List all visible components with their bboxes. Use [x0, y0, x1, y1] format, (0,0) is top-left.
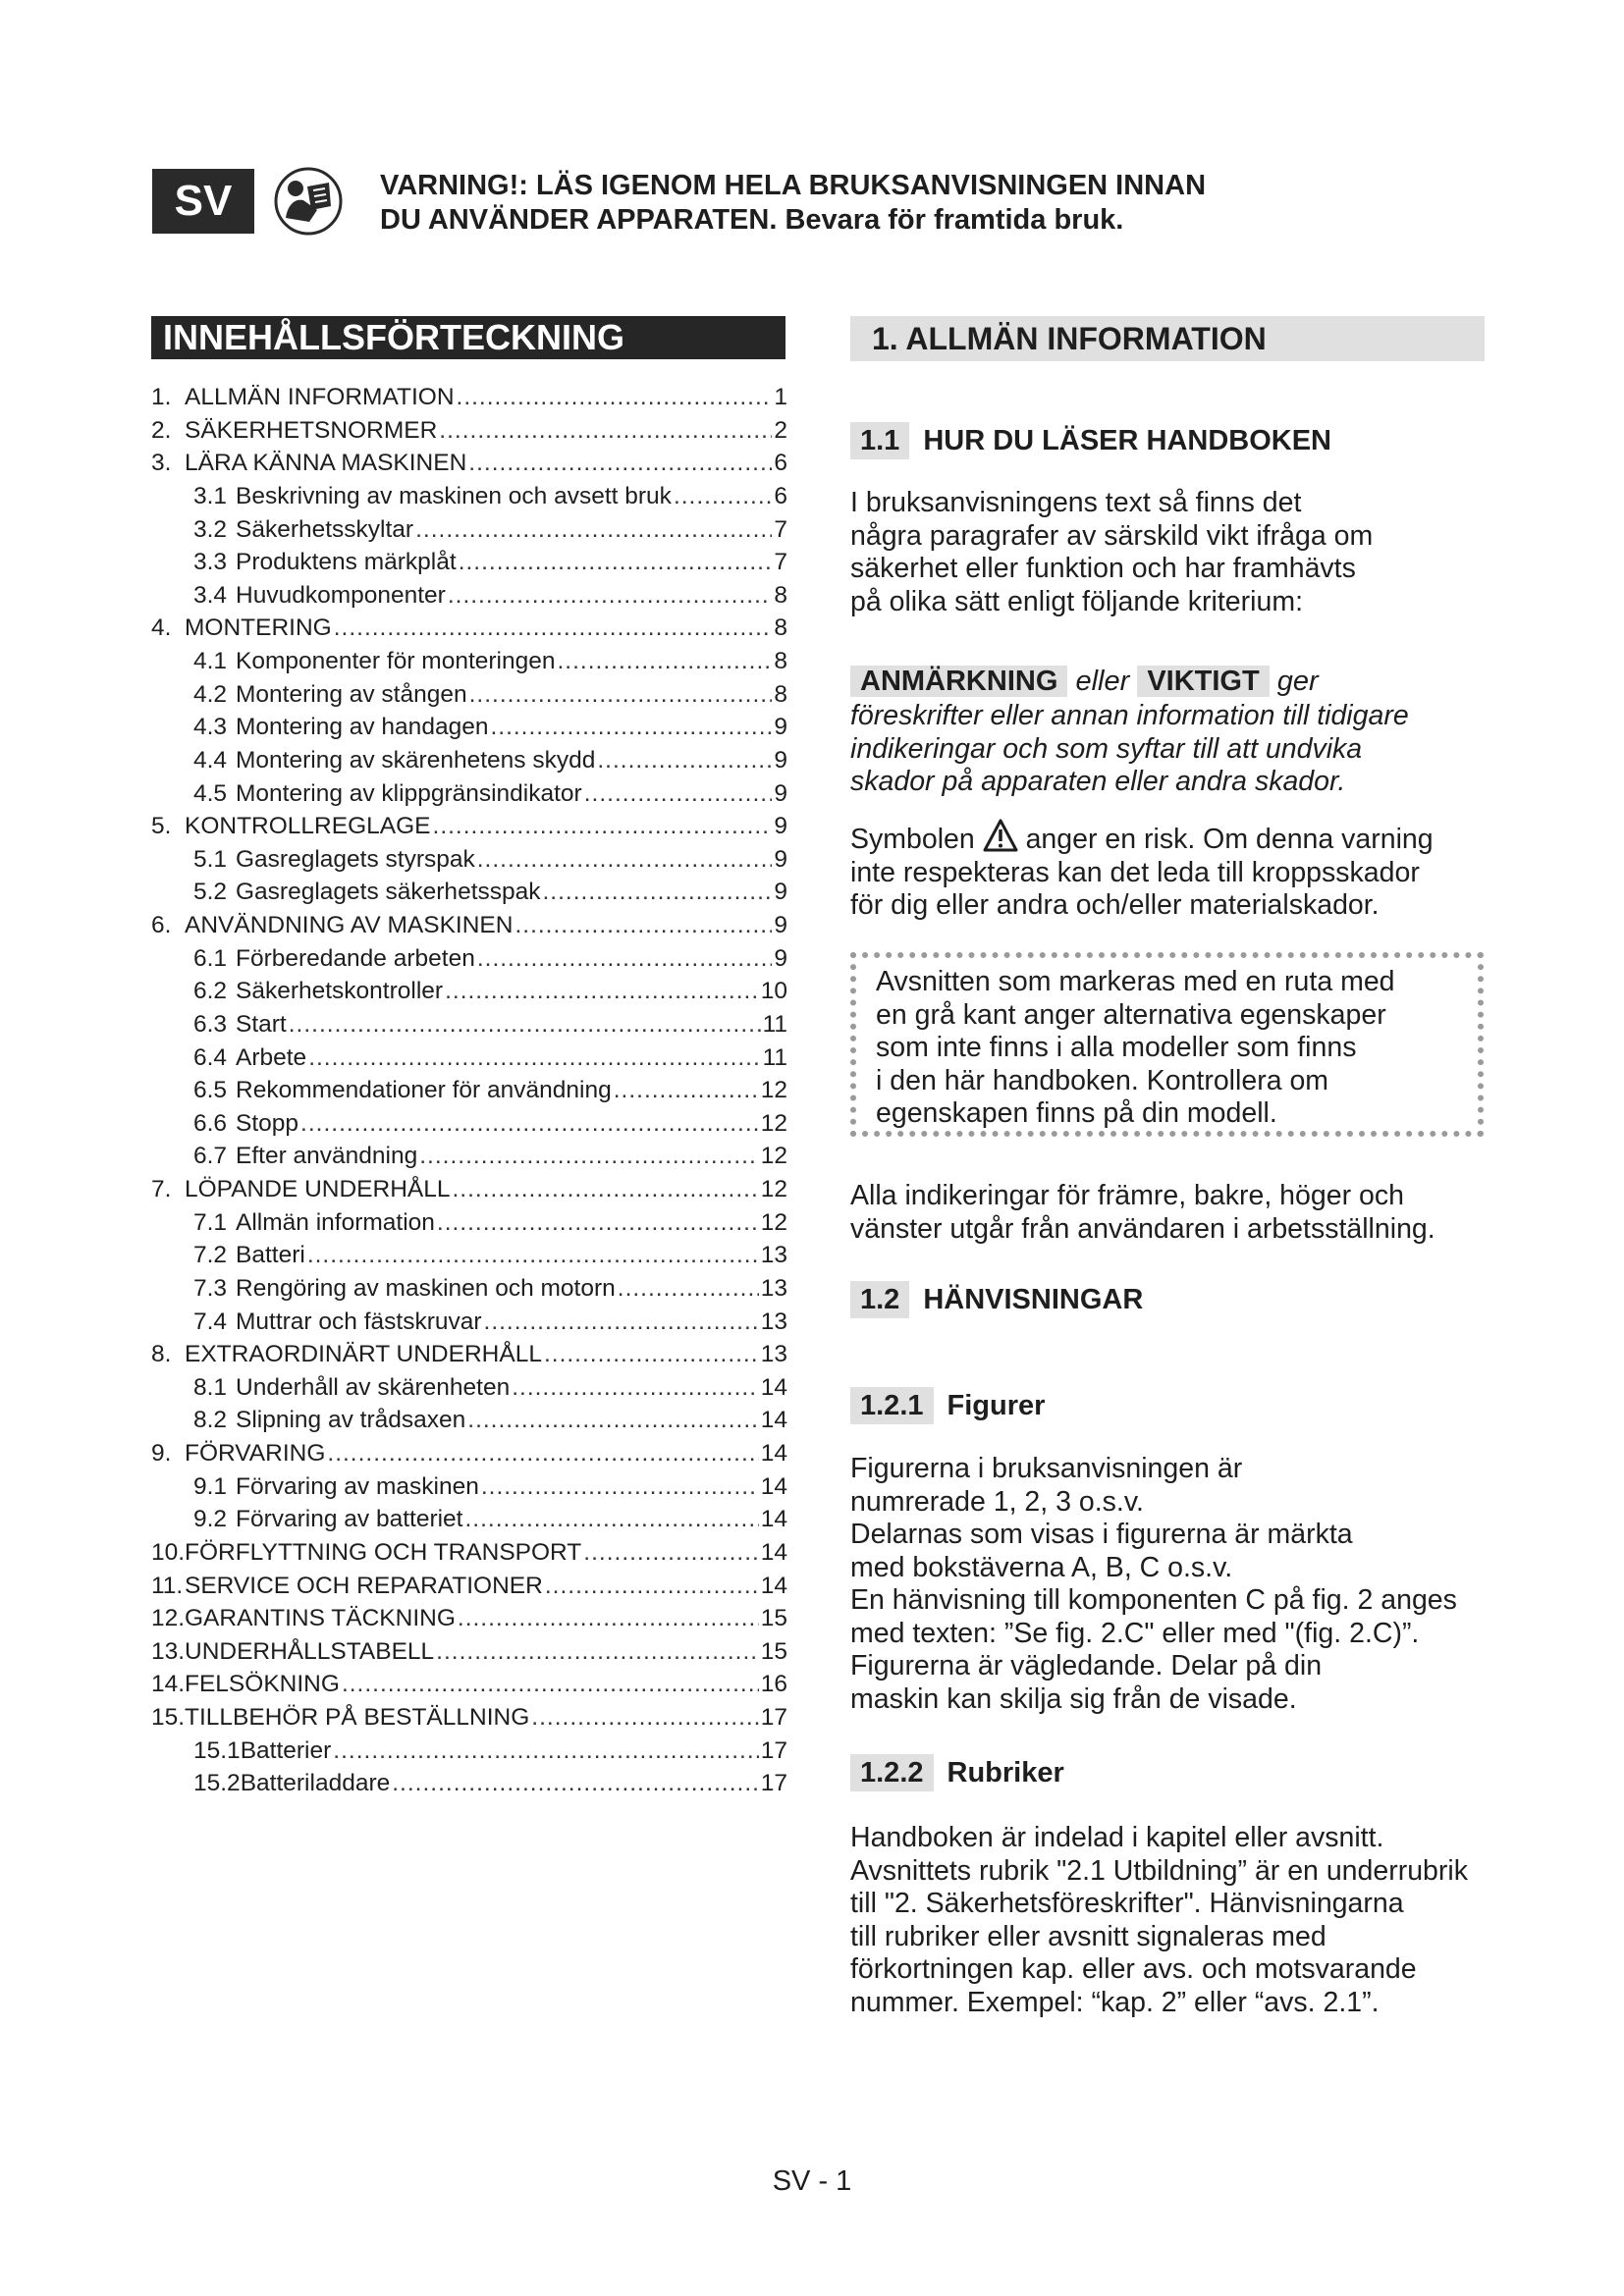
toc-entry-number: 7.2 [193, 1242, 228, 1269]
toc-entry-number: 3.2 [193, 515, 228, 543]
subsection-title: HUR DU LÄSER HANDBOKEN [923, 425, 1331, 456]
toc-entry-number: 9.2 [193, 1506, 228, 1533]
note-tag: ANMÄRKNING [850, 666, 1067, 697]
warning-line-2: DU ANVÄNDER APPARATEN. Bevara för framtida bruk. [380, 204, 1124, 236]
toc-entry-title: Start [236, 1010, 287, 1038]
subsection-title: Figurer [947, 1390, 1046, 1421]
toc-entry[interactable] [151, 1570, 787, 1603]
toc-entry-title: TILLBEHÖR PÅ BESTÄLLNING [185, 1704, 530, 1731]
toc-entry-title: LÖPANDE UNDERHÅLL [185, 1176, 451, 1202]
toc-entry-page: 12 [760, 1109, 787, 1137]
optional-features-box [850, 952, 1484, 1137]
toc-entry-number: 3.1 [193, 482, 228, 509]
toc-entry-title: UNDERHÅLLSTABELL [185, 1637, 435, 1665]
toc-entry-number: 15.2 [193, 1770, 241, 1797]
toc-entry-number: 11. [151, 1572, 184, 1599]
direction-paragraph [850, 1180, 1518, 1246]
toc-entry-number: 4.1 [193, 648, 228, 674]
toc-entry-title: Produktens märkplåt [236, 549, 457, 576]
toc-entry-number: 4.5 [193, 779, 228, 807]
toc-entry-title: Batteri [236, 1242, 305, 1269]
toc-leader-dots [469, 678, 773, 711]
toc-title: INNEHÅLLSFÖRTECKNING [151, 316, 785, 359]
toc-entry[interactable] [151, 1735, 787, 1768]
toc-entry-title: Komponenter för monteringen [236, 648, 556, 674]
text-line: Avsnitten som markeras med en ruta med [876, 966, 1395, 997]
toc-entry-number: 3.4 [193, 581, 228, 609]
toc-entry[interactable] [151, 612, 787, 645]
toc-entry-page: 7 [774, 549, 787, 576]
toc-leader-dots [342, 1668, 759, 1700]
toc-entry[interactable] [151, 744, 787, 777]
subsection-title: Rubriker [947, 1757, 1064, 1789]
toc-leader-dots [327, 1437, 758, 1469]
headings-paragraph [850, 1822, 1538, 2019]
toc-leader-dots [465, 1503, 759, 1535]
toc-entry[interactable] [151, 711, 787, 744]
reading-person-icon [274, 167, 343, 236]
toc-entry-page: 12 [760, 1143, 787, 1170]
toc-entry[interactable] [151, 1404, 787, 1437]
text-line: till "2. Säkerhetsföreskrifter". Hänvisningarna [850, 1888, 1404, 1919]
toc-entry-title: LÄRA KÄNNA MASKINEN [185, 450, 467, 477]
toc-entry[interactable] [151, 975, 787, 1008]
toc-entry-page: 8 [774, 581, 787, 609]
toc-entry[interactable] [151, 546, 787, 579]
toc-entry-page: 9 [774, 779, 787, 807]
text-line: skador på apparaten eller andra skador. [850, 766, 1346, 797]
toc-entry-number: 6. [151, 912, 172, 938]
toc-leader-dots [419, 1140, 758, 1172]
toc-entry-number: 4.3 [193, 714, 228, 741]
toc-leader-dots [512, 1371, 759, 1404]
toc-entry-title: Stopp [236, 1109, 299, 1137]
toc-entry[interactable] [151, 1239, 787, 1272]
text-line: Figurerna i bruksanvisningen är [850, 1453, 1243, 1484]
text-line: numrerade 1, 2, 3 o.s.v. [850, 1485, 1144, 1518]
toc-entry-number: 5.2 [193, 879, 228, 906]
toc-entry[interactable] [151, 1140, 787, 1173]
toc-leader-dots [618, 1272, 759, 1305]
toc-entry-number: 14. [151, 1671, 186, 1698]
warning-title [380, 169, 1362, 238]
toc-entry-number: 15. [151, 1704, 186, 1731]
intro-paragraph [850, 487, 1489, 618]
word-give: ger [1276, 666, 1319, 697]
toc-entry-number: 9.1 [193, 1472, 228, 1500]
toc-entry[interactable] [151, 579, 787, 613]
text-line: Avsnittets rubrik "2.1 Utbildning” är en underrubrik [850, 1854, 1468, 1887]
toc-entry-page: 9 [774, 813, 787, 840]
toc-leader-dots [459, 546, 773, 578]
text-line: inte respekteras kan det leda till kroppsskador [850, 856, 1420, 888]
text-line: En hänvisning till komponenten C på fig. 2 anges [850, 1584, 1457, 1616]
toc-entry-number: 6.2 [193, 978, 228, 1005]
toc-entry[interactable] [151, 1701, 787, 1735]
toc-entry-page: 9 [774, 912, 787, 938]
toc-entry-title: FELSÖKNING [185, 1671, 340, 1698]
toc-entry-page: 11 [762, 1010, 787, 1038]
text-line: nummer. Exempel: “kap. 2” eller “avs. 2.1”. [850, 1986, 1380, 2018]
text-line: förkortningen kap. eller avs. och motsvarande [850, 1953, 1417, 1985]
tag-line [850, 664, 1489, 700]
toc-entry-title: Förberedande arbeten [236, 944, 475, 972]
text-line: på olika sätt enligt följande kriterium: [850, 585, 1303, 617]
text-line: som inte finns i alla modeller som finns [876, 1032, 1357, 1063]
toc-entry-page: 9 [774, 944, 787, 972]
toc-leader-dots [545, 1570, 759, 1602]
toc-leader-dots [614, 1074, 759, 1106]
toc-entry-page: 14 [760, 1373, 787, 1401]
toc-entry-title: Montering av klippgränsindikator [236, 779, 582, 807]
toc-leader-dots [334, 612, 773, 644]
symbol-paragraph [850, 819, 1489, 923]
toc-entry-title: ANVÄNDNING AV MASKINEN [185, 912, 514, 938]
toc-entry-page: 9 [774, 746, 787, 774]
toc-leader-dots [477, 942, 773, 975]
toc-leader-dots [490, 711, 772, 743]
text-line: maskin kan skilja sig från de visade. [850, 1682, 1297, 1715]
toc-entry[interactable] [151, 1074, 787, 1107]
toc-entry-number: 8.1 [193, 1373, 228, 1401]
toc-entry-page: 13 [760, 1242, 787, 1269]
toc-entry[interactable] [151, 1371, 787, 1405]
toc-entry[interactable] [151, 810, 787, 843]
text-line: Delarnas som visas i figurerna är märkta [850, 1519, 1353, 1550]
text-line: med texten: ”Se fig. 2.C" eller med "(fig. 2.C)”. [850, 1617, 1420, 1649]
toc-entry-number: 13. [151, 1637, 186, 1665]
subsection-number: 1.2 [850, 1281, 909, 1318]
toc-entry-page: 12 [760, 1208, 787, 1236]
toc-entry-number: 6.7 [193, 1143, 228, 1170]
toc-entry[interactable] [151, 909, 787, 942]
toc-entry-title: KONTROLLREGLAGE [185, 813, 431, 840]
toc-entry-page: 11 [762, 1043, 787, 1071]
toc-entry[interactable] [151, 1668, 787, 1701]
warning-line-1: VARNING!: LÄS IGENOM HELA BRUKSANVISNINGEN INNAN [380, 170, 1207, 201]
toc-leader-dots [543, 876, 773, 908]
subsection-number: 1.2.1 [850, 1387, 934, 1424]
subsection-number: 1.1 [850, 422, 909, 459]
toc-entry-page: 9 [774, 845, 787, 873]
toc-entry[interactable] [151, 942, 787, 976]
text-line: egenskapen finns på din modell. [876, 1097, 1277, 1129]
emphasis-paragraph [850, 664, 1489, 799]
toc-entry-title: Muttrar och fästskruvar [236, 1308, 482, 1335]
toc-entry-title: Allmän information [236, 1208, 435, 1236]
toc-entry-number: 7.3 [193, 1274, 228, 1302]
toc-leader-dots [674, 480, 772, 512]
toc-entry-number: 7. [151, 1176, 172, 1202]
toc-entry-page: 17 [760, 1770, 787, 1797]
toc-entry-title: Batteriladdare [240, 1770, 391, 1797]
subsection-1-2-2-heading [850, 1754, 1064, 1791]
toc-leader-dots [484, 1306, 759, 1338]
toc-entry-page: 12 [760, 1077, 787, 1104]
toc-leader-dots [307, 1239, 759, 1271]
toc-leader-dots [445, 975, 759, 1007]
toc-entry-number: 8. [151, 1341, 172, 1368]
page-number: SV - 1 [772, 2165, 852, 2197]
toc-entry-page: 10 [760, 978, 787, 1005]
toc-entry[interactable] [151, 1602, 787, 1635]
toc-entry-number: 7.4 [193, 1308, 228, 1335]
toc-entry[interactable] [151, 414, 787, 448]
toc-entry-title: Montering av skärenhetens skydd [236, 746, 596, 774]
figures-paragraph [850, 1453, 1518, 1716]
toc-entry[interactable] [151, 777, 787, 811]
toc-leader-dots [544, 1338, 759, 1370]
toc-entry[interactable] [151, 1767, 787, 1800]
section-1-title: 1. ALLMÄN INFORMATION [850, 316, 1485, 361]
toc-entry-title: Säkerhetsskyltar [236, 515, 414, 543]
toc-leader-dots [558, 645, 773, 677]
toc-entry[interactable] [151, 1437, 787, 1470]
toc-entry-title: Förvaring av maskinen [236, 1472, 479, 1500]
toc-entry-number: 3. [151, 450, 172, 477]
toc-leader-dots [468, 447, 772, 479]
toc-entry-number: 6.6 [193, 1109, 228, 1137]
toc-entry[interactable] [151, 381, 787, 414]
toc-entry[interactable] [151, 645, 787, 678]
toc-entry-title: GARANTINS TÄCKNING [185, 1605, 456, 1632]
toc-entry-title: ALLMÄN INFORMATION [185, 384, 455, 410]
text-line: indikeringar och som syftar till att undvika [850, 732, 1363, 765]
toc-entry-page: 16 [760, 1671, 787, 1698]
toc-leader-dots [289, 1008, 761, 1041]
toc-entry-number: 6.3 [193, 1010, 228, 1038]
toc-entry-title: EXTRAORDINÄRT UNDERHÅLL [185, 1341, 542, 1368]
text-line: för dig eller andra och/eller materialskador. [850, 889, 1380, 921]
toc-entry-page: 14 [760, 1506, 787, 1533]
toc-entry-title: Säkerhetskontroller [236, 978, 444, 1005]
toc-entry-number: 3.3 [193, 549, 228, 576]
subsection-1-1-heading [850, 422, 1331, 459]
subsection-title: HÄNVISNINGAR [923, 1284, 1144, 1315]
toc-leader-dots [436, 1635, 759, 1668]
toc-leader-dots [415, 513, 772, 546]
toc-entry-page: 14 [760, 1440, 787, 1467]
toc-entry-number: 1. [151, 384, 172, 410]
toc-entry-page: 15 [760, 1605, 787, 1632]
toc-entry-page: 17 [760, 1736, 787, 1764]
toc-entry-page: 9 [774, 714, 787, 741]
toc-entry-number: 5.1 [193, 845, 228, 873]
toc-leader-dots [333, 1735, 758, 1767]
text-line: I bruksanvisningens text så finns det [850, 487, 1302, 518]
toc-entry-title: Montering av stången [236, 680, 467, 708]
toc-entry-title: Rengöring av maskinen och motorn [236, 1274, 616, 1302]
toc-list [151, 381, 787, 1800]
toc-entry-title: Beskrivning av maskinen och avsett bruk [236, 482, 672, 509]
toc-entry-title: Gasreglagets säkerhetsspak [236, 879, 541, 906]
toc-entry[interactable] [151, 1306, 787, 1339]
toc-entry[interactable] [151, 1173, 787, 1206]
text-line: med bokstäverna A, B, C o.s.v. [850, 1551, 1233, 1583]
toc-leader-dots [439, 414, 772, 447]
toc-leader-dots [392, 1767, 759, 1799]
important-tag: VIKTIGT [1137, 666, 1269, 697]
toc-leader-dots [584, 777, 773, 810]
toc-entry[interactable] [151, 1470, 787, 1504]
toc-entry-title: Rekommendationer för användning [236, 1077, 612, 1104]
toc-entry[interactable] [151, 1536, 787, 1570]
toc-leader-dots [514, 909, 772, 941]
toc-entry-number: 4. [151, 614, 172, 642]
toc-entry[interactable] [151, 843, 787, 877]
toc-entry-title: Förvaring av batteriet [236, 1506, 463, 1533]
toc-leader-dots [481, 1470, 759, 1503]
toc-entry-page: 8 [774, 614, 787, 642]
toc-entry-number: 10. [151, 1538, 186, 1566]
toc-entry-page: 12 [760, 1176, 787, 1202]
text-line: Handboken är indelad i kapitel eller avsnitt. [850, 1822, 1384, 1853]
toc-leader-dots [477, 843, 773, 876]
toc-entry-number: 5. [151, 813, 172, 840]
toc-entry-page: 15 [760, 1637, 787, 1665]
toc-leader-dots [300, 1107, 759, 1140]
toc-entry-title: Efter användning [236, 1143, 418, 1170]
toc-leader-dots [437, 1206, 759, 1239]
toc-entry-number: 6.5 [193, 1077, 228, 1104]
subsection-number: 1.2.2 [850, 1754, 934, 1791]
toc-entry-number: 12. [151, 1605, 186, 1632]
text-line: vänster utgår från användaren i arbetsställning. [850, 1212, 1435, 1245]
toc-entry-number: 15.1 [193, 1736, 241, 1764]
toc-entry[interactable] [151, 876, 787, 909]
toc-leader-dots [583, 1536, 758, 1569]
toc-entry-number: 6.1 [193, 944, 228, 972]
toc-entry-page: 14 [760, 1472, 787, 1500]
toc-entry-title: Gasreglagets styrspak [236, 845, 475, 873]
toc-entry[interactable] [151, 447, 787, 480]
toc-entry-title: SÄKERHETSNORMER [185, 416, 438, 444]
toc-entry-number: 7.1 [193, 1208, 228, 1236]
toc-entry-title: FÖRFLYTTNING OCH TRANSPORT [185, 1538, 582, 1566]
toc-entry[interactable] [151, 1041, 787, 1075]
subsection-1-2-heading [850, 1281, 1143, 1318]
toc-leader-dots [457, 381, 773, 413]
toc-entry-page: 14 [760, 1538, 787, 1566]
toc-leader-dots [452, 1173, 758, 1205]
toc-entry[interactable] [151, 678, 787, 712]
toc-entry-title: Batterier [240, 1736, 332, 1764]
toc-entry-title: Slipning av trådsaxen [236, 1407, 466, 1434]
toc-entry-title: Montering av handagen [236, 714, 489, 741]
toc-leader-dots [597, 744, 772, 776]
toc-entry[interactable] [151, 1503, 787, 1536]
toc-entry-page: 8 [774, 648, 787, 674]
toc-entry-page: 6 [774, 450, 787, 477]
subsection-1-2-1-heading [850, 1387, 1045, 1424]
text-fragment: Symbolen [850, 824, 975, 855]
toc-entry-number: 6.4 [193, 1043, 228, 1071]
toc-entry-page: 13 [760, 1341, 787, 1368]
toc-entry-page: 8 [774, 680, 787, 708]
toc-entry-title: FÖRVARING [185, 1440, 326, 1467]
toc-entry-page: 13 [760, 1274, 787, 1302]
text-line: Alla indikeringar för främre, bakre, höger och [850, 1180, 1404, 1211]
toc-entry-page: 17 [760, 1704, 787, 1731]
text-line: till rubriker eller avsnitt signaleras med [850, 1920, 1326, 1952]
language-badge: SV [152, 169, 254, 234]
toc-entry-title: Huvudkomponenter [236, 581, 446, 609]
toc-leader-dots [433, 810, 773, 842]
toc-entry-page: 7 [774, 515, 787, 543]
toc-entry[interactable] [151, 1107, 787, 1141]
toc-leader-dots [448, 579, 773, 612]
toc-entry-title: Arbete [236, 1043, 307, 1071]
text-line: säkerhet eller funktion och har framhävts [850, 553, 1356, 584]
toc-entry[interactable] [151, 1635, 787, 1669]
toc-entry-page: 6 [774, 482, 787, 509]
toc-leader-dots [467, 1404, 758, 1436]
toc-entry-title: MONTERING [185, 614, 332, 642]
toc-entry-page: 9 [774, 879, 787, 906]
toc-entry[interactable] [151, 513, 787, 547]
toc-entry-title: Underhåll av skärenheten [236, 1373, 511, 1401]
warning-triangle-icon [983, 819, 1018, 852]
toc-entry-page: 14 [760, 1572, 787, 1599]
text-line: föreskrifter eller annan information till tidigare [850, 700, 1409, 731]
toc-entry[interactable] [151, 1272, 787, 1306]
word-or: eller [1075, 666, 1130, 697]
toc-entry-page: 2 [774, 416, 787, 444]
toc-entry[interactable] [151, 1338, 787, 1371]
toc-entry[interactable] [151, 1008, 787, 1041]
symbol-line [850, 819, 1489, 857]
toc-entry-page: 14 [760, 1407, 787, 1434]
toc-leader-dots [308, 1041, 760, 1074]
text-line: i den här handboken. Kontrollera om [876, 1064, 1329, 1096]
toc-entry-number: 4.2 [193, 680, 228, 708]
toc-entry-number: 9. [151, 1440, 172, 1467]
toc-entry-page: 13 [760, 1308, 787, 1335]
toc-entry-number: 8.2 [193, 1407, 228, 1434]
text-line: Figurerna är vägledande. Delar på din [850, 1650, 1323, 1682]
text-line: några paragrafer av särskild vikt ifråga om [850, 519, 1374, 552]
toc-entry[interactable] [151, 480, 787, 513]
toc-entry-title: SERVICE OCH REPARATIONER [185, 1572, 543, 1599]
toc-entry-number: 2. [151, 416, 172, 444]
toc-entry-page: 1 [774, 384, 787, 410]
toc-leader-dots [458, 1602, 759, 1634]
toc-entry[interactable] [151, 1206, 787, 1240]
toc-leader-dots [531, 1701, 758, 1734]
text-fragment: anger en risk. Om denna varning [1025, 824, 1434, 855]
text-line: en grå kant anger alternativa egenskaper [876, 998, 1386, 1031]
toc-entry-number: 4.4 [193, 746, 228, 774]
